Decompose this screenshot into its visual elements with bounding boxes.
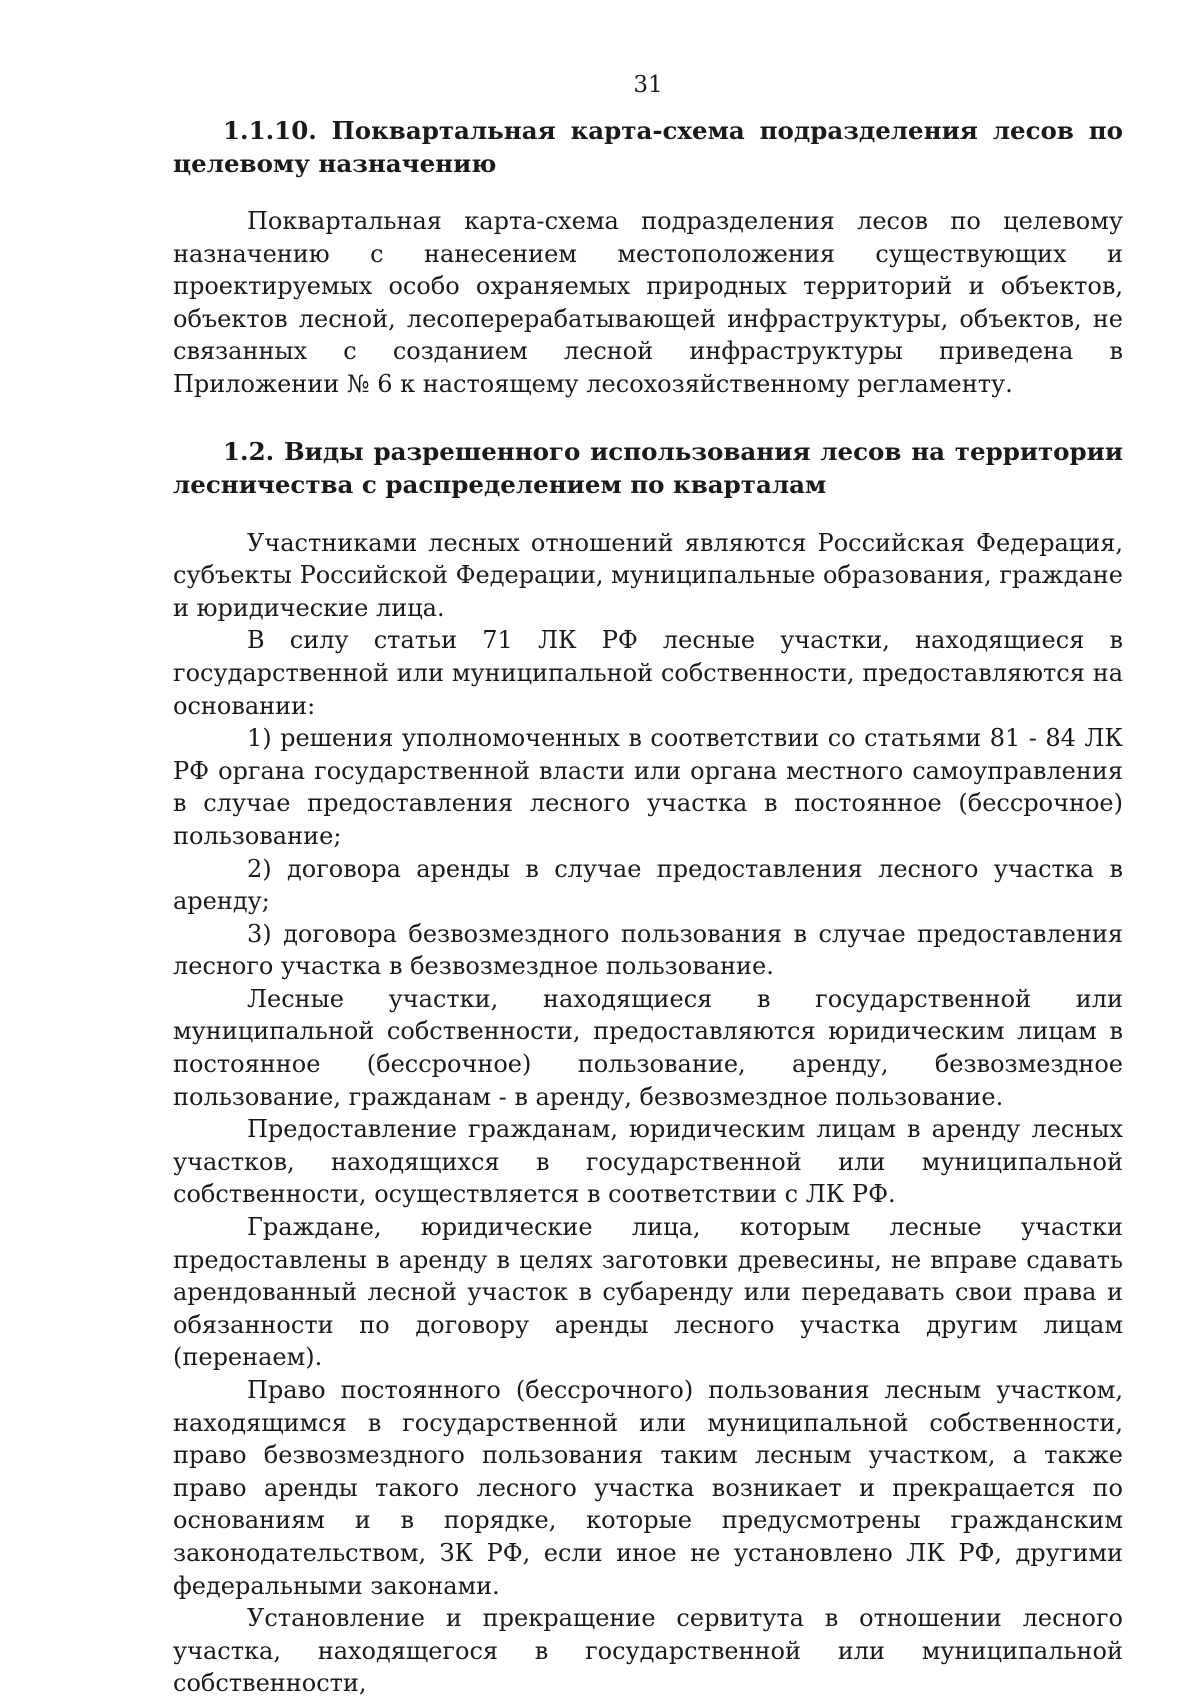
paragraph: Поквартальная карта-схема подразделения лесов по целевому назначению с нанесением местоположения существующих и проектируемых особо охраняемых природных территорий и объектов, объектов лесной, лесоперерабатывающей инфраструктуры, объектов, не связанных с созданием лесной инфраструктуры приведена в Приложении № 6 к настоящему лесохозяйственному регламенту.: [173, 207, 1123, 398]
paragraph: Лесные участки, находящиеся в государственной или муниципальной собственности, предоставляются юридическим лицам в постоянное (бессрочное) пользование, аренду, безвозмездное пользование, гражданам - в аренду, безвозмездное пользование.: [173, 984, 1123, 1111]
section-heading-1-1-10: 1.1.10. Поквартальная карта-схема подразделения лесов по целевому назначению: [173, 116, 1123, 178]
paragraph: Установление и прекращение сервитута в отношении лесного участка, находящегося в государственной или муниципальной собственности,: [173, 1604, 1123, 1698]
list-item: 1) решения уполномоченных в соответствии со статьями 81 - 84 ЛК РФ органа государственной власти или органа местного самоуправления в случае предоставления лесного участка в постоянное (бессрочное) пользование;: [173, 724, 1123, 850]
page-number: 31: [633, 72, 663, 98]
document-page: [173, 70, 1123, 1700]
paragraph: В силу статьи 71 ЛК РФ лесные участки, находящиеся в государственной или муниципальной собственности, предоставляются на основании:: [173, 626, 1123, 720]
section-heading-1-2: 1.2. Виды разрешенного использования лесов на территории лесничества с распределением по кварталам: [173, 436, 1123, 499]
list-item: 2) договора аренды в случае предоставления лесного участка в аренду;: [173, 854, 1123, 916]
paragraph: Граждане, юридические лица, которым лесные участки предоставлены в аренду в целях заготовки древесины, не вправе сдавать арендованный лесной участок в субаренду или передавать свои права и обязанности по договору аренды лесного участка другим лицам (перенаем).: [173, 1213, 1123, 1372]
paragraph: Право постоянного (бессрочного) пользования лесным участком, находящимся в государственной или муниципальной собственности, право безвозмездного пользования таким лесным участком, а также право аренды такого лесного участка возникает и прекращается по основаниям и в порядке, которые предусмотрены гражданским законодательством, ЗК РФ, если иное не установлено ЛК РФ, другими федеральными законами.: [173, 1376, 1123, 1600]
paragraph: Участниками лесных отношений являются Российская Федерация, субъекты Российской Федерации, муниципальные образования, граждане и юридические лица.: [173, 528, 1123, 622]
list-item: 3) договора безвозмездного пользования в случае предоставления лесного участка в безвозмездное пользование.: [173, 919, 1123, 981]
paragraph: Предоставление гражданам, юридическим лицам в аренду лесных участков, находящихся в государственной или муниципальной собственности, осуществляется в соответствии с ЛК РФ.: [173, 1115, 1123, 1209]
